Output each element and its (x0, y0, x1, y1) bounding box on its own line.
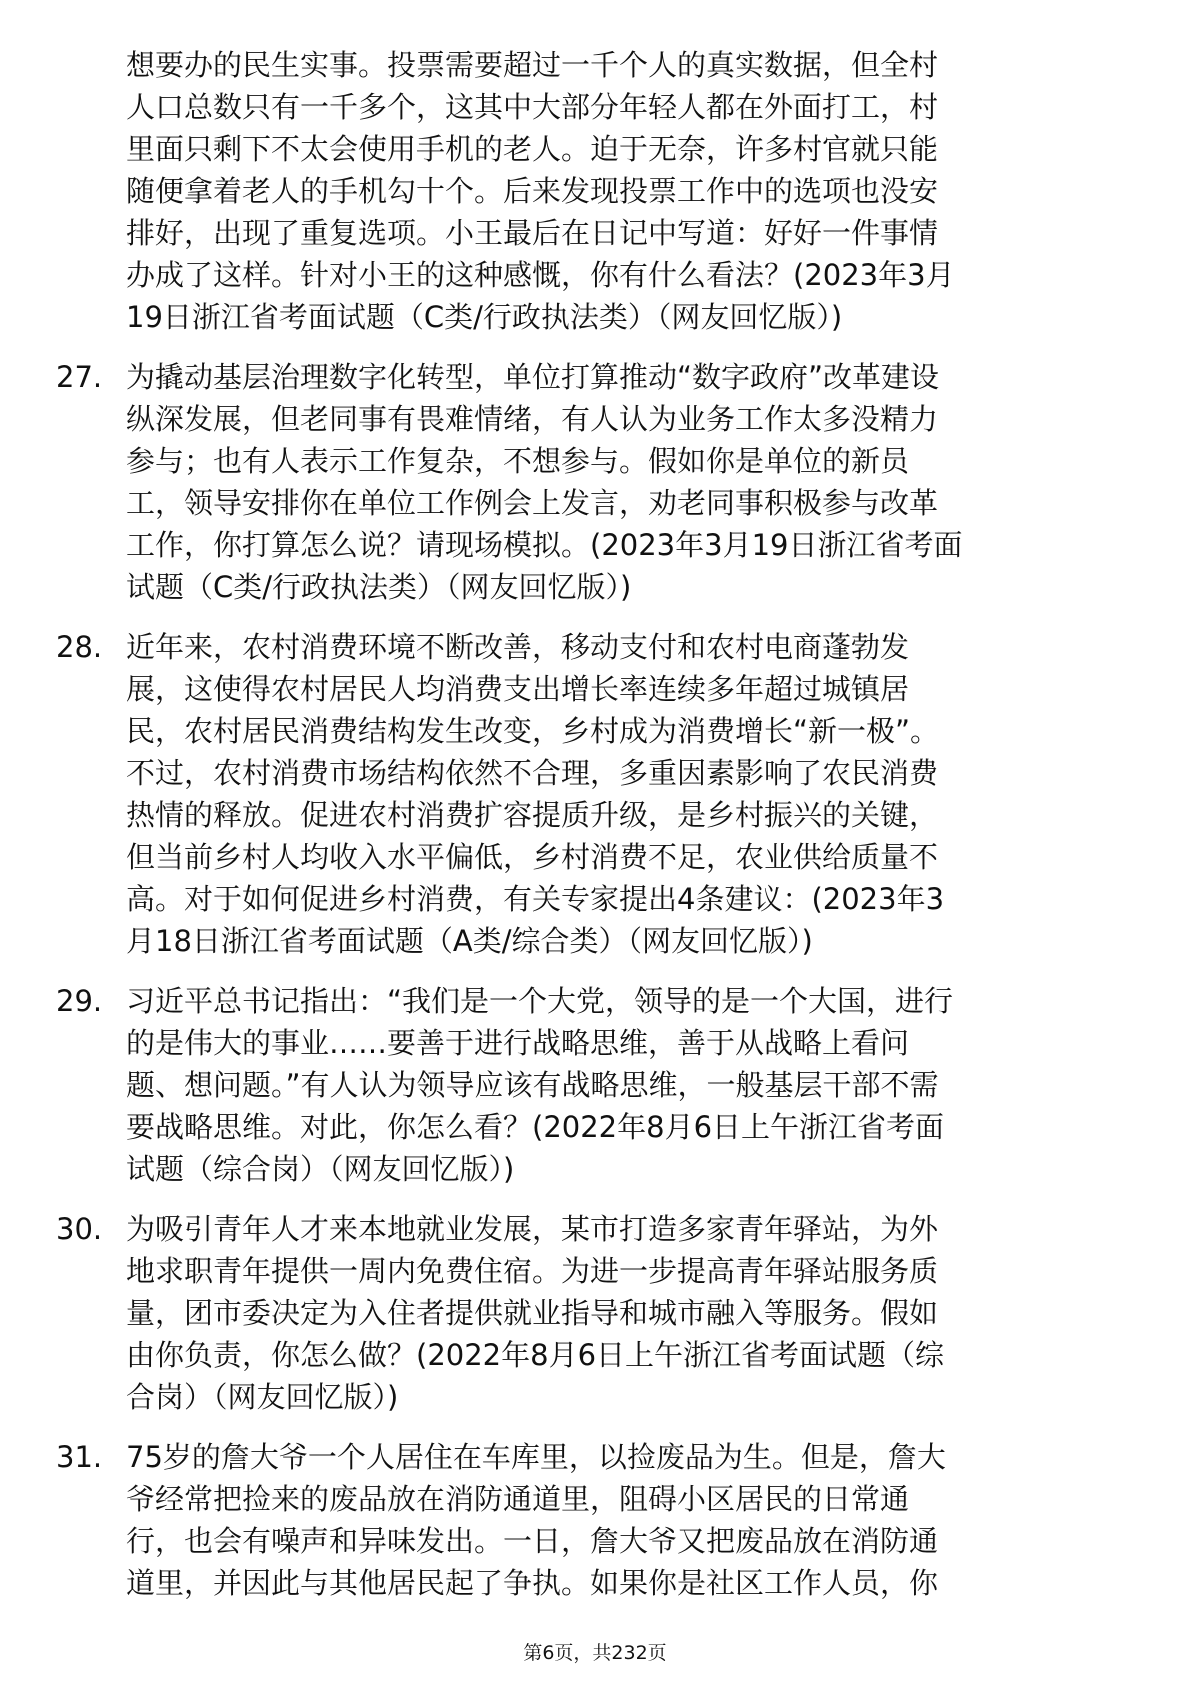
question-line: 高。对于如何促进乡村消费，有关专家提出4条建议：(2023年3 (126, 882, 945, 916)
question-line: 行，也会有噪声和异味发出。一日，詹大爷又把废品放在消防通 (126, 1524, 939, 1558)
question-line: 道里，并因此与其他居民起了争执。如果你是社区工作人员，你 (126, 1566, 939, 1600)
document-body (0, 44, 1190, 1604)
question-line: 月18日浙江省考面试题（A类/综合类）（网友回忆版）) (126, 924, 813, 958)
question-line: 热情的释放。促进农村消费扩容提质升级，是乡村振兴的关键， (126, 798, 939, 832)
question-line: 参与；也有人表示工作复杂，不想参与。假如你是单位的新员 (126, 444, 910, 478)
continuation-paragraph (0, 44, 1190, 338)
question-line: 但当前乡村人均收入水平偏低，乡村消费不足，农业供给质量不 (126, 840, 939, 874)
question-line: 试题（C类/行政执法类）（网友回忆版）) (126, 570, 632, 604)
question-line: 爷经常把捡来的废品放在消防通道里，阻碍小区居民的日常通 (126, 1482, 910, 1516)
question-line: 试题（综合岗）（网友回忆版）) (126, 1152, 515, 1186)
question-number: 28. (56, 630, 103, 664)
question-item (0, 1208, 1190, 1418)
question-line: 的是伟大的事业……要善于进行战略思维，善于从战略上看问 (126, 1026, 910, 1060)
question-line: 不过，农村消费市场结构依然不合理，多重因素影响了农民消费 (126, 756, 939, 790)
question-number: 27. (56, 360, 103, 394)
question-line: 民，农村居民消费结构发生改变，乡村成为消费增长“新一极”。 (126, 714, 940, 748)
paragraph-line: 想要办的民生实事。投票需要超过一千个人的真实数据，但全村 (126, 48, 939, 82)
question-line: 要战略思维。对此，你怎么看？(2022年8月6日上午浙江省考面 (126, 1110, 945, 1144)
question-line: 由你负责，你怎么做？(2022年8月6日上午浙江省考面试题（综 (126, 1338, 945, 1372)
paragraph-line: 里面只剩下不太会使用手机的老人。迫于无奈，许多村官就只能 (126, 132, 939, 166)
question-line: 习近平总书记指出：“我们是一个大党，领导的是一个大国，进行 (126, 984, 954, 1018)
page-footer: 第6页，共232页 (523, 1642, 667, 1664)
question-text (126, 626, 1120, 962)
question-line: 地求职青年提供一周内免费住宿。为进一步提高青年驿站服务质 (126, 1254, 939, 1288)
paragraph-line: 19日浙江省考面试题（C类/行政执法类）（网友回忆版）) (126, 300, 843, 334)
question-line: 为撬动基层治理数字化转型，单位打算推动“数字政府”改革建设 (126, 360, 940, 394)
question-line: 为吸引青年人才来本地就业发展，某市打造多家青年驿站，为外 (126, 1212, 939, 1246)
question-line: 工，领导安排你在单位工作例会上发言，劝老同事积极参与改革 (126, 486, 939, 520)
question-list (0, 356, 1190, 1604)
question-text (126, 1436, 1120, 1604)
question-text (126, 1208, 1120, 1418)
question-line: 合岗）（网友回忆版）) (126, 1380, 399, 1414)
question-item (0, 1436, 1190, 1604)
question-line: 题、想问题。”有人认为领导应该有战略思维，一般基层干部不需 (126, 1068, 939, 1102)
question-number: 29. (56, 984, 103, 1018)
question-number: 31. (56, 1440, 103, 1474)
paragraph-line: 办成了这样。针对小王的这种感慨，你有什么看法？(2023年3月 (126, 258, 955, 292)
paragraph-line: 排好，出现了重复选项。小王最后在日记中写道：好好一件事情 (126, 216, 939, 250)
question-line: 展，这使得农村居民人均消费支出增长率连续多年超过城镇居 (126, 672, 910, 706)
paragraph-line: 人口总数只有一千多个，这其中大部分年轻人都在外面打工，村 (126, 90, 939, 124)
question-item (0, 980, 1190, 1190)
question-line: 工作，你打算怎么说？请现场模拟。(2023年3月19日浙江省考面 (126, 528, 963, 562)
question-item (0, 626, 1190, 962)
question-text (126, 980, 1120, 1190)
question-line: 纵深发展，但老同事有畏难情绪，有人认为业务工作太多没精力 (126, 402, 939, 436)
question-line: 75岁的詹大爷一个人居住在车库里，以捡废品为生。但是，詹大 (126, 1440, 946, 1474)
question-text (126, 356, 1120, 608)
question-number: 30. (56, 1212, 103, 1246)
question-line: 量，团市委决定为入住者提供就业指导和城市融入等服务。假如 (126, 1296, 939, 1330)
question-line: 近年来，农村消费环境不断改善，移动支付和农村电商蓬勃发 (126, 630, 910, 664)
question-item (0, 356, 1190, 608)
paragraph-line: 随便拿着老人的手机勾十个。后来发现投票工作中的选项也没安 (126, 174, 939, 208)
